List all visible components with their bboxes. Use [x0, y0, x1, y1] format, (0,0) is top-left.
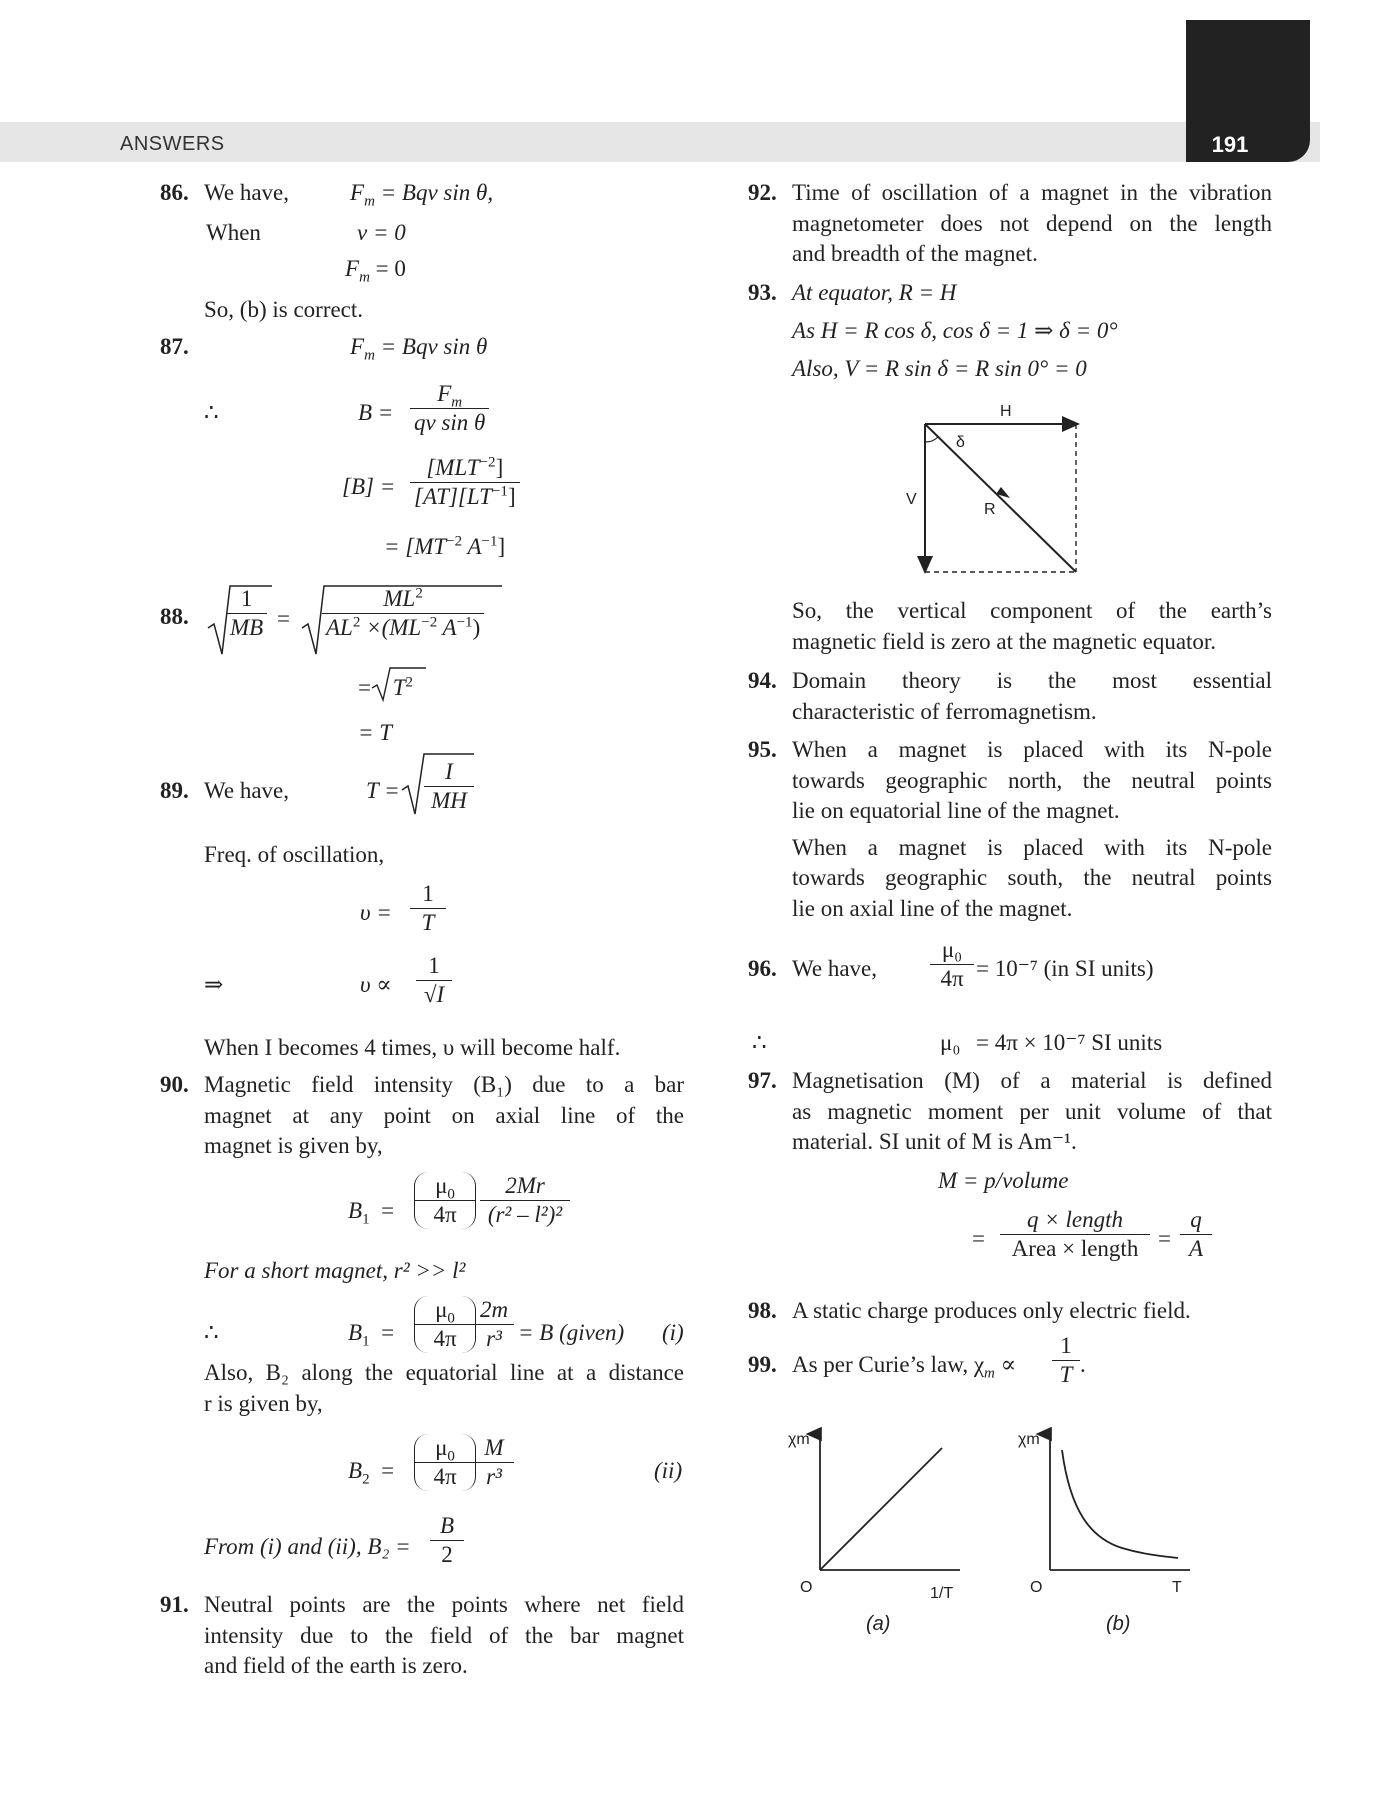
q98-number: 98. — [748, 1298, 777, 1323]
q87-dim-fraction: $[MLT^{-2}]$ $[AT][LT^{-1}]$ — [410, 454, 520, 511]
graph-b-xlabel: T — [1172, 1579, 1182, 1596]
q91-number: 91. — [160, 1592, 189, 1617]
q94-number: 94. — [748, 668, 777, 693]
q88-step1: = $T^2$ — [358, 674, 414, 700]
q86-we-have: We have, — [204, 180, 289, 205]
q90-mu-fraction-3: $\frac{\mu_0}{4\pi}$ — [414, 1434, 476, 1491]
q87-number: 87. — [160, 334, 189, 359]
q90-b1-eq-2: $B_1$ = — [348, 1320, 395, 1350]
label-r: R — [984, 501, 996, 518]
graph-a-xlabel: 1/T — [930, 1585, 954, 1602]
q89-v-fraction: $\frac{1}{T}$ — [410, 880, 446, 937]
q87-dim-lhs: [B] = — [342, 474, 396, 499]
q97-eq2: = — [1158, 1226, 1171, 1251]
q96-fraction: $\frac{\text{μ₀}}{4\pi}$ — [930, 936, 974, 993]
q89-freq-label: Freq. of oscillation, — [204, 842, 385, 867]
q89-implies: ⇒ — [204, 972, 224, 997]
q88-rhs-fraction: $\frac{ML^2}{AL^2 \times(ML^{-2} A^{-1})}$ — [322, 585, 484, 642]
q89-v-eq: υ = — [360, 900, 392, 925]
q88-eq: = — [277, 606, 290, 631]
q97-frac1: q × length Area × length — [1000, 1206, 1150, 1263]
q89-number: 89. — [160, 778, 189, 803]
q90-given: = B (given) — [518, 1320, 625, 1345]
q87-therefore: ∴ — [204, 400, 219, 425]
q89-t-eq: T = — [366, 778, 400, 803]
q87-b-fraction: $\frac{F_m}{\text{qv sin θ}}$ — [410, 380, 489, 437]
r-vector — [925, 424, 1076, 572]
q95-number: 95. — [748, 737, 777, 762]
q97-number: 97. — [748, 1068, 777, 1093]
q99-fraction: $\frac{1}{T}$ — [1052, 1332, 1080, 1389]
q90-frac1: $\frac{2Mr}{\text{(r² – l²)²}}$ — [480, 1172, 570, 1229]
q93-line2: As H = R cos δ, cos δ = 1 ⇒ δ = 0° — [792, 318, 1118, 343]
label-delta: δ — [956, 434, 965, 451]
q89-we-have: We have, — [204, 778, 289, 803]
page-number: 191 — [1211, 132, 1249, 157]
q88-number: 88. — [160, 604, 189, 629]
q88-lhs-fraction: $\frac{1}{MB}$ — [226, 585, 267, 642]
q87-result: = [$MT^{-2}$ $A^{-1}$] — [384, 533, 506, 559]
q96-result: = 4π × 10⁻⁷ SI units — [976, 1030, 1163, 1055]
q90-therefore: ∴ — [204, 1320, 219, 1345]
q99-graph-b — [1010, 1420, 1210, 1635]
q97-m-eq: M = p/volume — [938, 1168, 1069, 1193]
label-h: H — [1000, 403, 1012, 420]
q90-tag-ii: (ii) — [654, 1458, 683, 1483]
q96-mu0: μ₀ — [940, 1030, 961, 1055]
q93-number: 93. — [748, 280, 777, 305]
q86-eq1: $F_m$ = Bqv sin θ, — [350, 180, 494, 210]
q90-frac3: $\frac{M}{\text{r³}}$ — [474, 1434, 514, 1491]
q93-line1: At equator, R = H — [792, 280, 957, 305]
q97-frac2: $\frac{q}{A}$ — [1180, 1206, 1212, 1263]
q86-eq2: v = 0 — [357, 220, 406, 245]
q91-text: Neutral points are the points where net field intensity due to the field of the bar magnet and field of the earth is zero. — [204, 1592, 684, 1678]
q96-rhs: = 10⁻⁷ (in SI units) — [976, 956, 1154, 981]
q89-t-fraction: $\frac{I}{MH}$ — [424, 758, 474, 815]
q89-vp-fraction: $\frac{1}{√I}$ — [416, 952, 452, 1009]
q95-text: When a magnet is placed with its N-pole towards geographic north, the neutral points lie on equatorial line of the magnet. When a magnet is placed with its N-pole towards geographic south, the neutral points lie on axial line of the magnet. — [792, 737, 1272, 921]
graph-b-curve — [1062, 1450, 1178, 1558]
graph-a-line — [820, 1448, 942, 1570]
q86-number: 86. — [160, 180, 189, 205]
q92-text: Time of oscillation of a magnet in the vibration magnetometer does not depend on the length and breadth of the magnet. — [792, 180, 1272, 266]
q98-text: A static charge produces only electric field. — [792, 1298, 1191, 1323]
q99-number: 99. — [748, 1352, 777, 1377]
q90-from-fraction: $\frac{B}{2}$ — [430, 1512, 464, 1569]
q96-number: 96. — [748, 956, 777, 981]
q90-text: Magnetic field intensity (B₁) due to a bar magnet at any point on axial line of the magnet is given by, — [204, 1072, 684, 1158]
q88-step2: = T — [358, 720, 393, 745]
q93-line3: Also, V = R sin δ = R sin 0° = 0 — [792, 356, 1087, 381]
q90-also-text: Also, B₂ along the equatorial line at a distance r is given by, — [204, 1360, 684, 1416]
graph-b-origin: O — [1030, 1579, 1043, 1596]
q97-text: Magnetisation (M) of a material is defined as magnetic moment per unit volume of that material. SI unit of M is Am⁻¹. — [792, 1068, 1272, 1154]
q96-we-have: We have, — [792, 956, 877, 981]
q99-graph-a — [780, 1420, 980, 1635]
q86-when: When — [206, 220, 261, 245]
label-v: V — [906, 491, 917, 508]
q90-from: From (i) and (ii), B₂ = — [204, 1534, 411, 1559]
q90-number: 90. — [160, 1072, 189, 1097]
q90-b2-eq: $B_2$ = — [348, 1458, 395, 1488]
section-title: ANSWERS — [120, 133, 225, 155]
graph-b-caption: (b) — [1106, 1613, 1131, 1635]
q99-dot: . — [1080, 1352, 1086, 1377]
q90-mu-fraction-1: $\frac{\mu_0}{4\pi}$ — [414, 1172, 476, 1229]
q89-v-prop: υ ∝ — [360, 972, 392, 997]
graph-a-caption: (a) — [866, 1613, 891, 1635]
q94-text: Domain theory is the most essential characteristic of ferromagnetism. — [792, 668, 1272, 724]
q89-conclusion: When I becomes 4 times, υ will become half. — [204, 1035, 621, 1060]
graph-a-origin: O — [800, 1579, 813, 1596]
graph-b-ylabel: χm — [1018, 1431, 1040, 1448]
q93-conclusion: So, the vertical component of the earth’s magnetic field is zero at the magnetic equator. — [792, 598, 1272, 654]
q90-frac2: $\frac{2m}{\text{r³}}$ — [474, 1296, 514, 1353]
q87-b-eq: B = — [358, 400, 394, 425]
q90-tag-i: (i) — [662, 1320, 684, 1345]
q90-short-magnet: For a short magnet, r² >> l² — [204, 1258, 466, 1283]
q90-mu-fraction-2: $\frac{\mu_0}{4\pi}$ — [414, 1296, 476, 1353]
q97-eq1: = — [972, 1226, 985, 1251]
q96-therefore: ∴ — [752, 1030, 767, 1055]
q86-conclusion: So, (b) is correct. — [204, 297, 364, 322]
q92-number: 92. — [748, 180, 777, 205]
q93-field-diagram — [900, 398, 1100, 580]
q86-eq3: $F_m = 0$ — [345, 256, 406, 286]
q99-text: As per Curie’s law, $\chi_m$ ∝ — [792, 1352, 1017, 1382]
q87-eq1: $F_m$ = Bqv sin θ — [350, 334, 488, 364]
q90-b1-eq: $B_1$ = — [348, 1198, 395, 1228]
graph-a-ylabel: χm — [788, 1431, 810, 1448]
